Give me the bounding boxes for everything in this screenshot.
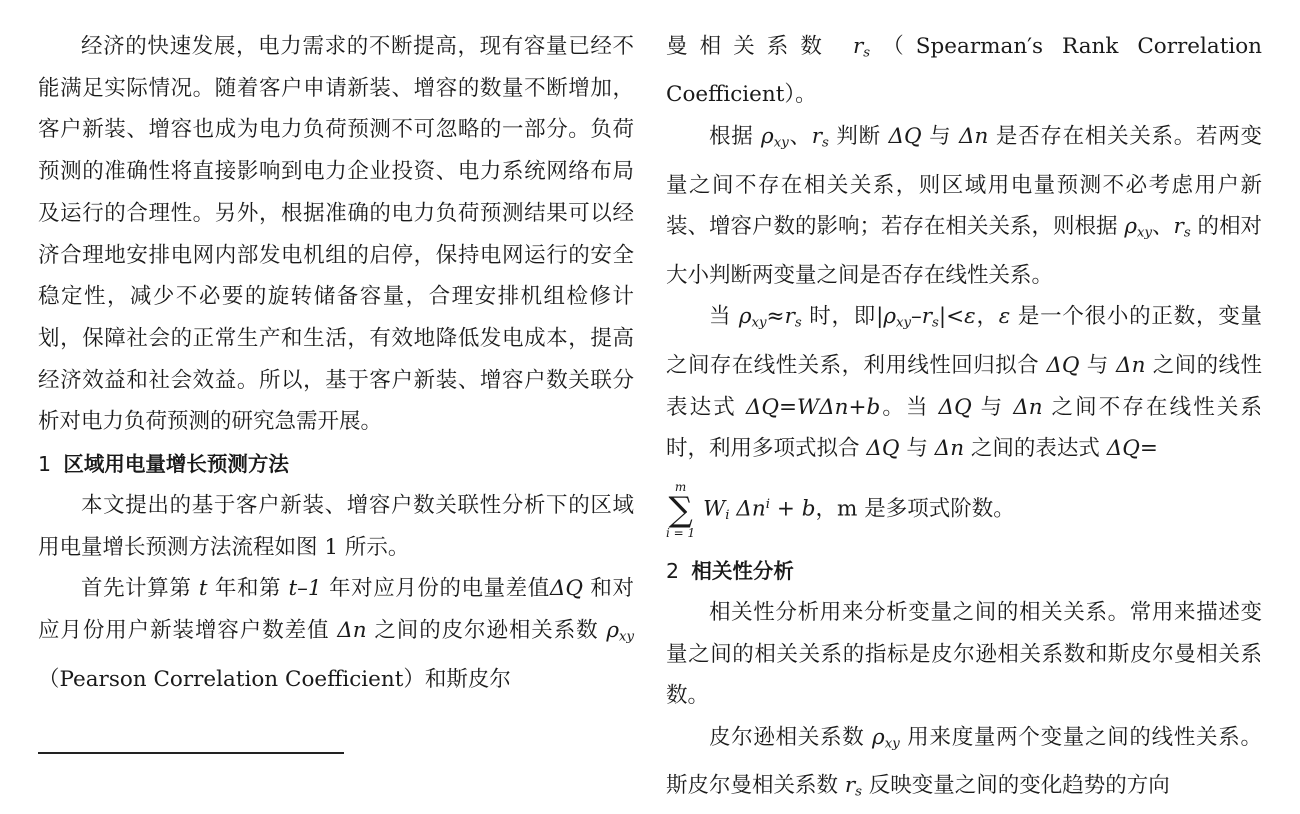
var-w: W [703,495,726,521]
section-2-paragraph-1 [666,592,1262,717]
var-delta-q: ΔQ [888,124,922,150]
var-r: r [921,304,933,330]
summation-operator [666,481,695,539]
var-delta-n: Δn [958,124,989,150]
summation-upper-limit: m [674,479,687,494]
section-1-heading [38,443,634,485]
text-run: 用来度量两个变量之间的线性关系。斯皮尔曼相关系数 [666,725,1262,799]
section-2-paragraph-2 [666,717,1262,814]
subscript-xy: xy [618,629,634,645]
intro-paragraph [38,26,634,443]
summation-body [703,484,1015,537]
text-run: 和对应月份用户新装增容户数差值 [38,576,634,644]
text-run: 之间不存在线性关系时，利用多项式拟合 [666,394,1262,462]
subscript-s: s [855,785,862,801]
text-run: 判断 [828,124,889,150]
right-paragraph-2 [666,116,1262,296]
delta-q-equals: ΔQ= [1106,436,1158,462]
var-delta-q: ΔQ [1046,352,1080,378]
summation-formula [666,476,1262,544]
left-column [38,26,634,700]
var-r: r [811,124,822,150]
text-run: 年和第 [207,576,289,602]
subscript-xy: xy [884,736,900,752]
plus-b: + b [770,495,816,521]
var-epsilon: ε [964,304,976,330]
text-run: 年对应月份的电量差值 [321,576,550,602]
section-1-paragraph-2 [38,568,634,700]
approx-symbol: ≈ [766,304,785,330]
var-delta-q: ΔQ [866,436,900,462]
summation-sigma-icon: ∑ [668,489,693,530]
subscript-xy: xy [1136,225,1153,241]
text-run: ，m 是多项式阶数。 [815,495,1015,521]
var-t-minus-1: t–1 [288,576,322,602]
var-delta-q: ΔQ [938,394,972,420]
var-r: r [844,773,856,799]
subscript-xy: xy [895,316,911,332]
section-1-paragraph-1-text: 本文提出的基于客户新装、增容户数关联性分析下的区域用电量增长预测方法流程如图 1 所示。 [38,493,634,560]
text-run: 皮尔逊相关系数 [709,725,873,751]
text-run: 之间的线性表达式 [666,352,1262,420]
var-r: r [1173,214,1184,240]
subscript-s: s [821,135,829,151]
subscript-s: s [863,45,871,61]
subscript-xy: xy [773,135,789,151]
text-run: 、 [788,124,812,150]
text-run: 曼相关系数 [666,34,853,59]
var-delta-n: Δn [337,618,367,644]
text-run: （Pearson Correlation Coefficient）和斯皮尔 [38,666,511,692]
text-run: 。当 [880,394,939,420]
text-run: 之间的皮尔逊相关系数 [366,618,607,644]
right-paragraph-1 [666,26,1262,116]
text-run: ， [975,304,999,330]
summation-lower-limit: i = 1 [666,525,696,540]
text-run: 根据 [709,124,762,150]
var-rho: ρ [738,304,752,330]
text-run: 与 [971,394,1014,420]
minus-symbol: – [911,304,922,330]
section-1-paragraph-1 [38,485,634,568]
var-r: r [784,304,795,330]
text-run: |< [938,304,965,330]
footnote-rule [38,752,344,754]
var-delta-n: Δn [934,436,965,462]
text-run: 反映变量之间的变化趋势的方向 [861,773,1170,799]
var-epsilon: ε [998,304,1011,330]
right-column [666,26,1262,814]
text-run: 当 [709,304,739,330]
right-paragraph-3 [666,296,1262,470]
section-1-number: 1 [38,452,52,477]
text-run: 、 [1152,214,1174,240]
var-t: t [198,576,208,602]
var-rho: ρ [606,618,619,644]
text-run: （Spearman′s Rank Correlation Coefficient）。 [666,34,1263,108]
var-rho: ρ [1124,214,1137,240]
text-run: 的相对大小判断两变量之间是否存在线性关系。 [666,214,1263,288]
var-r: r [852,34,864,59]
var-delta-n: Δn [729,495,766,521]
intro-text: 经济的快速发展，电力需求的不断提高，现有容量已经不能满足实际情况。随着客户申请新装、增容的数量不断增加，客户新装、增容也成为电力负荷预测不可忽略的一部分。负荷预测的准确性将直接影响到电力企业投资、电力系统网络布局及运行的合理性。另外，根据准确的电力负荷预测结果可以经济合理地安排电网内部发电机组的启停，保持电网运行的安全稳定性，减少不必要的旋转储备容量，合理安排机组检修计划，保障社会的正常生产和生活，有效地降低发电成本，提高经济效益和社会效益。所以，基于客户新装、增容户数关联分析对电力负荷预测的研究急需开展。 [38,34,634,435]
section-1-title: 区域用电量增长预测方法 [63,452,289,477]
var-delta-q: ΔQ [549,576,583,602]
text-run: 首先计算第 [81,576,199,602]
text-run: 之间的表达式 [964,436,1107,462]
subscript-i: i [725,507,730,523]
var-rho: ρ [883,304,896,330]
text-run: 与 [899,436,935,462]
superscript-i: i [765,496,771,512]
var-rho: ρ [872,725,885,751]
subscript-xy: xy [751,316,767,332]
section-2-paragraph-1-text: 相关性分析用来分析变量之间的相关关系。常用来描述变量之间的相关关系的指标是皮尔逊相关系数和斯皮尔曼相关系数。 [666,599,1262,709]
text-run: 与 [1079,352,1117,378]
text-run: 是一个很小的正数，变量之间存在线性关系，利用线性回归拟合 [666,304,1262,378]
text-run: 与 [921,124,959,150]
var-delta-n: Δn [1013,394,1043,420]
subscript-s: s [1183,225,1191,241]
subscript-s: s [932,316,939,332]
text-run: 时，即| [801,304,884,330]
subscript-s: s [794,316,802,332]
linear-expression: ΔQ=WΔn+b [745,394,881,420]
var-delta-n: Δn [1116,352,1146,378]
var-rho: ρ [761,124,774,150]
section-2-number: 2 [666,558,680,583]
text-run: 是否存在相关关系。若两变量之间不存在相关关系，则区域用电量预测不必考虑用户新装、增容户数的影响；若存在相关关系，则根据 [666,124,1262,240]
section-2-heading [666,550,1262,592]
section-2-title: 相关性分析 [691,558,794,583]
